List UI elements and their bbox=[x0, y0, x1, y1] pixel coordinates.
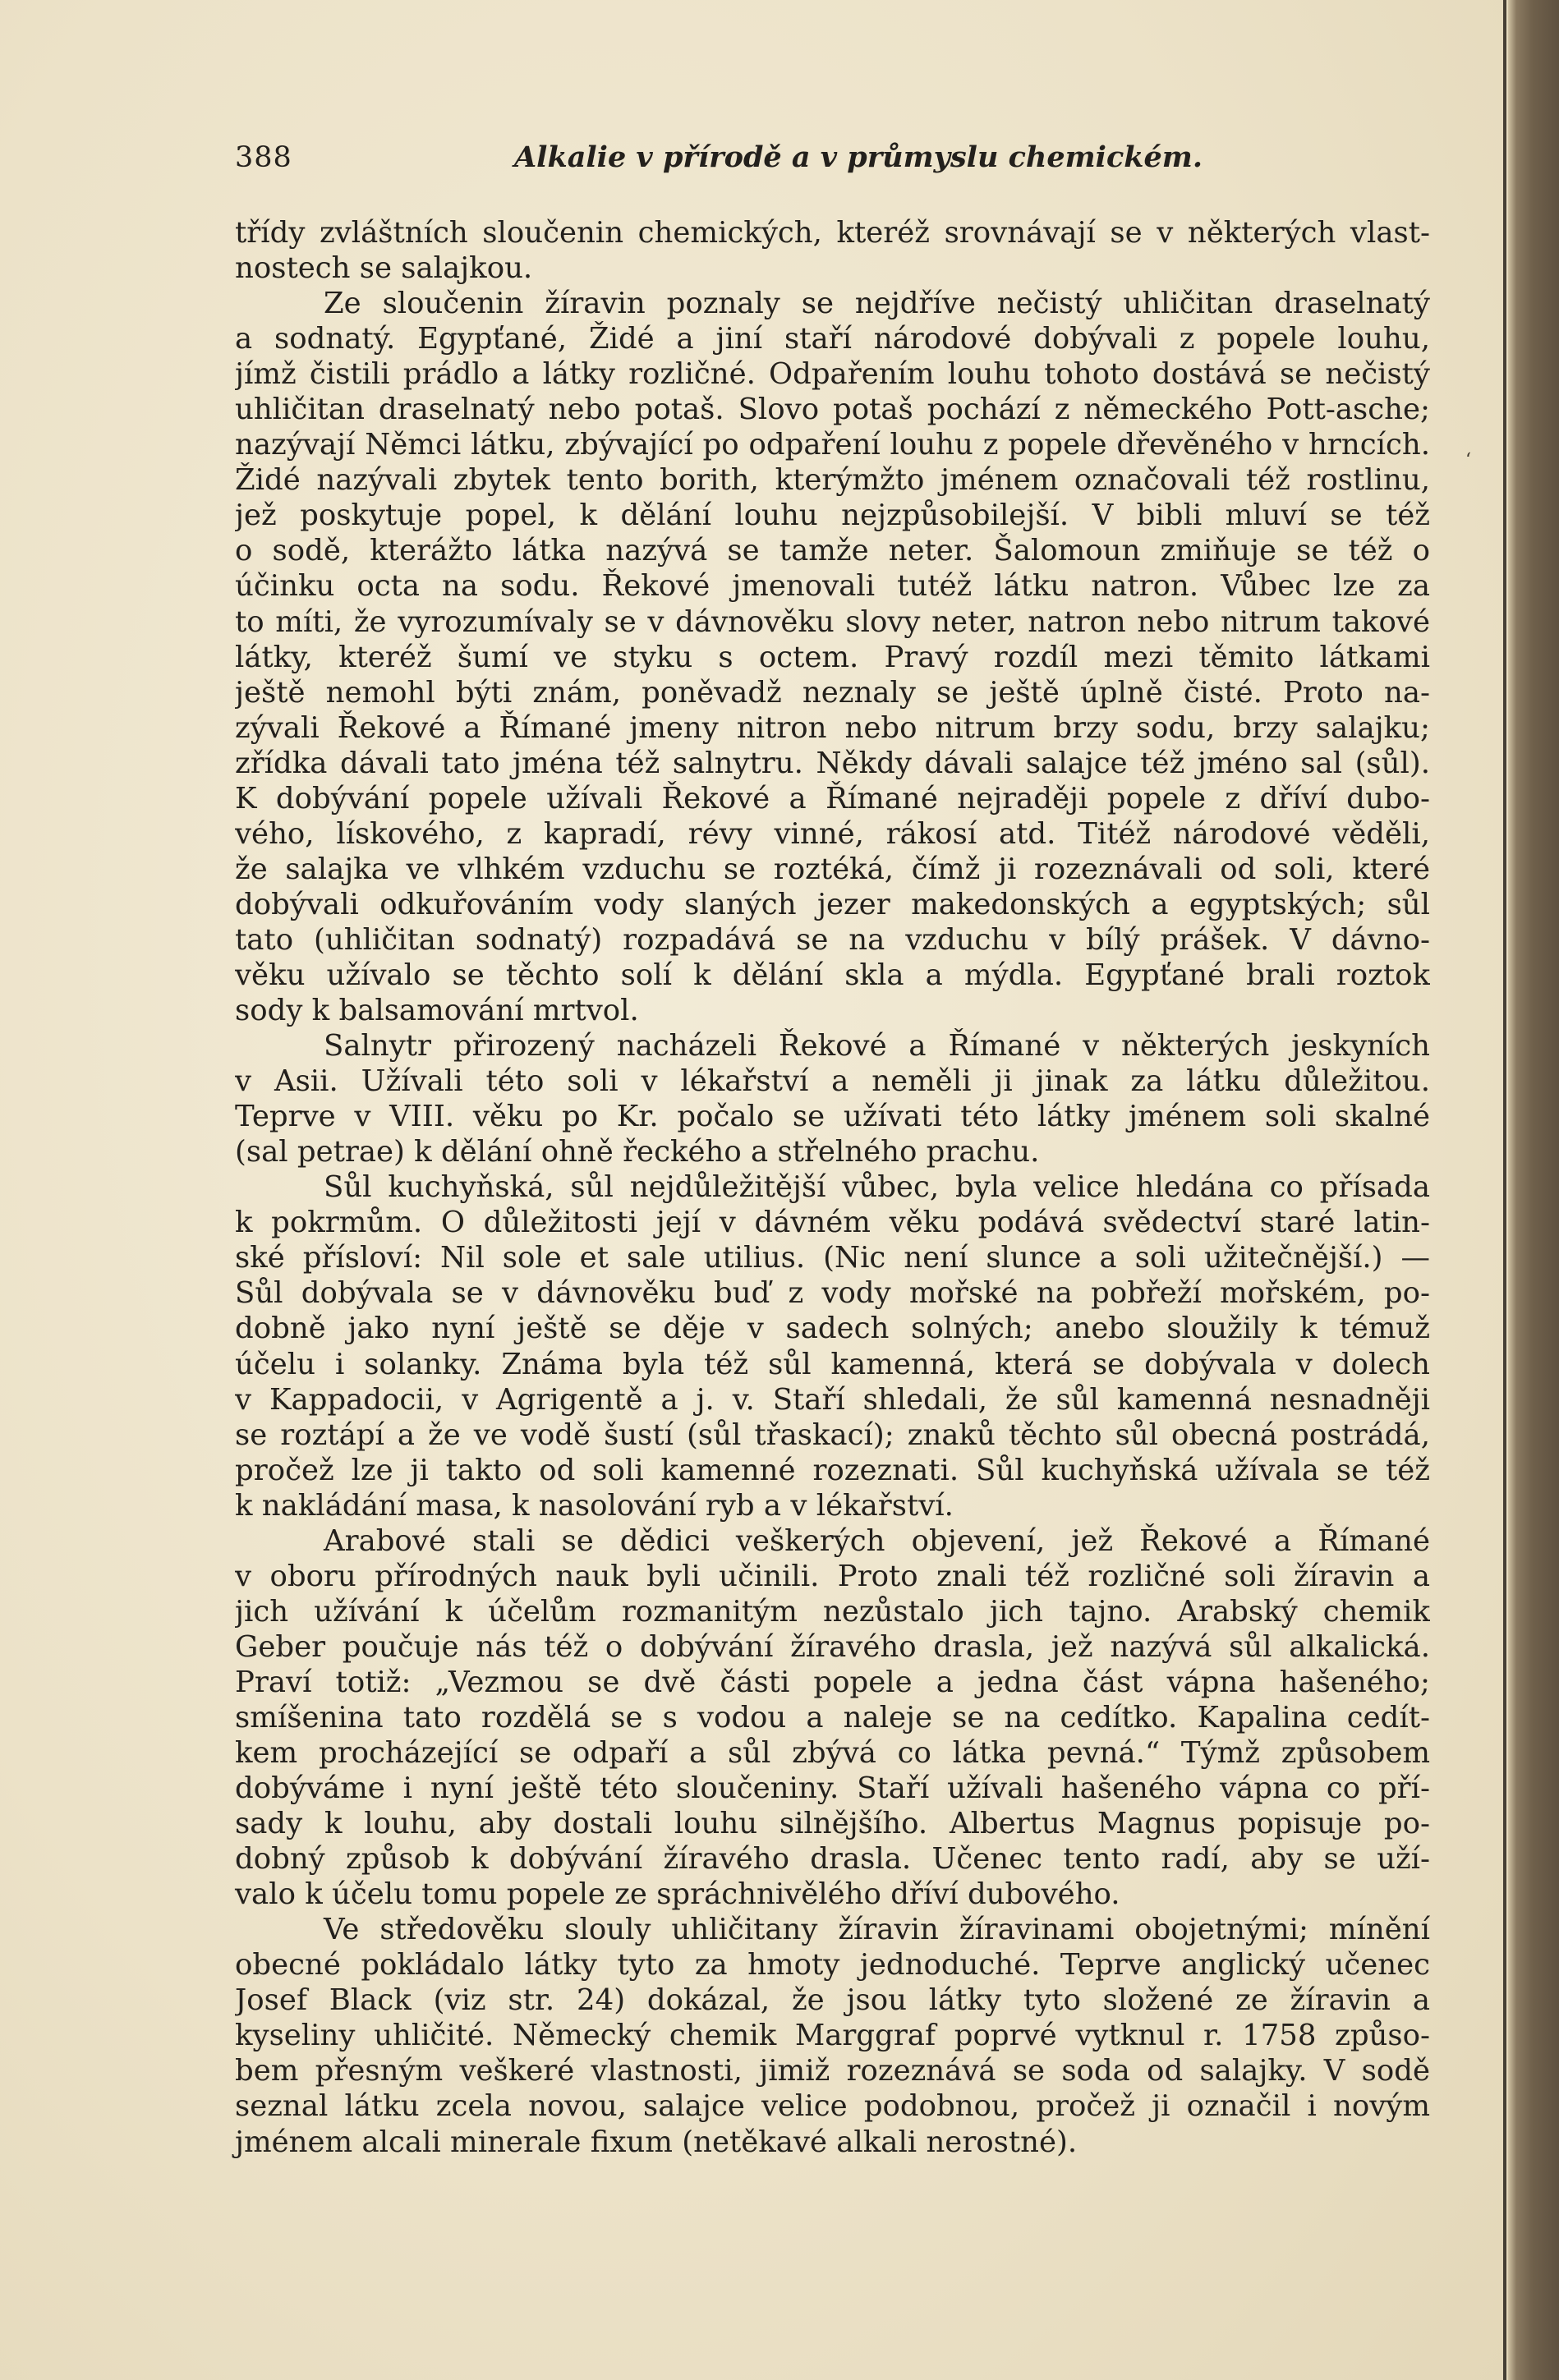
text-line: dobný způsob k dobývání žíravého drasla. Učenec tento radí, aby se uží- bbox=[235, 1842, 1430, 1877]
text-line: jménem alcali minerale fixum (netěkavé alkali nerostné). bbox=[235, 2125, 1078, 2159]
text-line: věku užívalo se těchto solí k dělání skla a mýdla. Egypťané brali roztok bbox=[235, 958, 1430, 992]
text-line: jež poskytuje popel, k dělání louhu nejzpůsobilejší. V bibli mluví se též bbox=[235, 499, 1430, 533]
text-line: nazývají Němci látku, zbývající po odpaření louhu z popele dřevěného v hrncích. bbox=[235, 428, 1430, 462]
text-line: k nakládání masa, k nasolování ryb a v lékařství. bbox=[235, 1488, 954, 1523]
text-line: sady k louhu, aby dostali louhu silnějšího. Albertus Magnus popisuje po- bbox=[235, 1807, 1430, 1841]
text-line: dobývali odkuřováním vody slaných jezer makedonských a egyptských; sůl bbox=[235, 887, 1430, 921]
text-line: valo k účelu tomu popele ze spráchnivělého dříví dubového. bbox=[235, 1877, 1120, 1912]
text-line: K dobývání popele užívali Řekové a Římané nejraději popele z dříví dubo- bbox=[235, 781, 1430, 816]
body-text bbox=[235, 215, 1430, 2160]
text-line: Ze sloučenin žíravin poznaly se nejdříve nečistý uhličitan draselnatý bbox=[324, 287, 1430, 321]
text-line: to míti, že vyrozumívaly se v dávnověku slovy neter, natron nebo nitrum takové bbox=[235, 604, 1430, 639]
text-line: Geber poučuje nás též o dobývání žíravého drasla, jež nazývá sůl alkalická. bbox=[235, 1629, 1430, 1664]
text-line: zřídka dávali tato jména též salnytru. Někdy dávali salajce též jméno sal (sůl). bbox=[235, 746, 1430, 780]
text-line: Arabové stali se dědici veškerých objevení, jež Řekové a Římané bbox=[324, 1523, 1430, 1558]
text-line: tato (uhličitan sodnatý) rozpadává se na vzduchu v bílý prášek. V dávno- bbox=[235, 922, 1430, 957]
text-line: dobýváme i nyní ještě této sloučeniny. Staří užívali hašeného vápna co pří- bbox=[235, 1771, 1430, 1806]
page-number: 388 bbox=[235, 141, 292, 174]
text-line: pročež lze ji takto od soli kamenné rozeznati. Sůl kuchyňská užívala se též bbox=[235, 1453, 1430, 1487]
text-line: Sůl dobývala se v dávnověku buď z vody mořské na pobřeží mořském, po- bbox=[235, 1276, 1430, 1311]
text-line: ještě nemohl býti znám, poněvadž neznaly se ještě úplně čisté. Proto na- bbox=[235, 675, 1430, 710]
text-line: látky, kteréž šumí ve styku s octem. Pravý rozdíl mezi těmito látkami bbox=[235, 640, 1430, 674]
text-line: kyseliny uhličité. Německý chemik Marggraf poprvé vytknul r. 1758 způso- bbox=[235, 2019, 1430, 2053]
text-line: bem přesným veškeré vlastnosti, jimiž rozeznává se soda od salajky. V sodě bbox=[235, 2054, 1430, 2088]
text-line: vého, lískového, z kapradí, révy vinné, rákosí atd. Titéž národové věděli, bbox=[235, 816, 1430, 851]
text-line: že salajka ve vlhkém vzduchu se roztéká, čímž ji rozeznávali od soli, které bbox=[235, 852, 1430, 886]
text-line: Salnytr přirozený nacházeli Řekové a Římané v některých jeskyních bbox=[324, 1029, 1430, 1064]
text-line: a sodnatý. Egypťané, Židé a jiní staří národové dobývali z popele louhu, bbox=[235, 322, 1430, 356]
text-line: obecné pokládalo látky tyto za hmoty jednoduché. Teprve anglický učenec bbox=[235, 1948, 1430, 1983]
text-line: třídy zvláštních sloučenin chemických, kteréž srovnávají se v některých vlast- bbox=[235, 216, 1430, 250]
text-line: sody k balsamování mrtvol. bbox=[235, 994, 639, 1028]
text-line: se roztápí a že ve vodě šustí (sůl třaskací); znaků těchto sůl obecná postrádá, bbox=[235, 1417, 1430, 1452]
text-line: uhličitan draselnatý nebo potaš. Slovo potaš pochází z německého Pott-asche; bbox=[235, 393, 1430, 427]
text-line: Sůl kuchyňská, sůl nejdůležitější vůbec, byla velice hledána co přísada bbox=[324, 1170, 1430, 1205]
text-line: o sodě, kterážto látka nazývá se tamže neter. Šalomoun zmiňuje se též o bbox=[235, 534, 1430, 568]
binding-edge bbox=[1503, 0, 1506, 2380]
page-header bbox=[235, 138, 1434, 177]
text-line: ské přísloví: Nil sole et sale utilius. (Nic není slunce a soli užitečnější.) — bbox=[235, 1241, 1430, 1275]
text-line: kem procházející se odpaří a sůl zbývá co látka pevná.“ Týmž způsobem bbox=[235, 1736, 1430, 1771]
text-line: (sal petrae) k dělání ohně řeckého a střelného prachu. bbox=[235, 1135, 1040, 1169]
text-line: v Kappadocii, v Agrigentě a j. v. Staří shledali, že sůl kamenná nesnadněji bbox=[235, 1382, 1430, 1417]
text-line: jímž čistili prádlo a látky rozličné. Odpařením louhu tohoto dostává se nečistý bbox=[235, 357, 1430, 392]
margin-mark: ʻ bbox=[1465, 450, 1471, 471]
text-line: Teprve v VIII. věku po Kr. počalo se užívati této látky jménem soli skalné bbox=[235, 1100, 1430, 1134]
text-line: Židé nazývali zbytek tento borith, kterýmžto jménem označovali též rostlinu, bbox=[235, 463, 1430, 498]
text-line: jich užívání k účelům rozmanitým nezůstalo jich tajno. Arabský chemik bbox=[235, 1594, 1430, 1629]
text-line: Praví totiž: „Vezmou se dvě části popele a jedna část vápna hašeného; bbox=[235, 1665, 1430, 1699]
text-line: účelu i solanky. Známa byla též sůl kamenná, která se dobývala v dolech bbox=[235, 1347, 1430, 1381]
text-line: Ve středověku slouly uhličitany žíravin žíravinami obojetnými; mínění bbox=[324, 1913, 1430, 1947]
text-line: zývali Řekové a Římané jmeny nitron nebo nitrum brzy sodu, brzy salajku; bbox=[235, 710, 1430, 745]
book-gutter bbox=[1508, 0, 1559, 2380]
text-line: nostech se salajkou. bbox=[235, 251, 533, 286]
text-line: smíšenina tato rozdělá se s vodou a naleje se na cedítko. Kapalina cedít- bbox=[235, 1700, 1430, 1734]
text-line: v Asii. Užívali této soli v lékařství a neměli ji jinak za látku důležitou. bbox=[235, 1064, 1430, 1099]
text-line: seznal látku zcela novou, salajce velice podobnou, pročež ji označil i novým bbox=[235, 2089, 1430, 2124]
text-line: účinku octa na sodu. Řekové jmenovali tutéž látku natron. Vůbec lze za bbox=[235, 569, 1430, 604]
text-line: dobně jako nyní ještě se děje v sadech solných; anebo sloužily k témuž bbox=[235, 1312, 1430, 1346]
running-title: Alkalie v přírodě a v průmyslu chemickém. bbox=[514, 140, 1203, 174]
text-line: Josef Black (viz str. 24) dokázal, že jsou látky tyto složené ze žíravin a bbox=[235, 1983, 1430, 2018]
text-line: k pokrmům. O důležitosti její v dávném věku podává svědectví staré latin- bbox=[235, 1206, 1430, 1240]
text-line: v oboru přírodných nauk byli učinili. Proto znali též rozličné soli žíravin a bbox=[235, 1559, 1430, 1593]
